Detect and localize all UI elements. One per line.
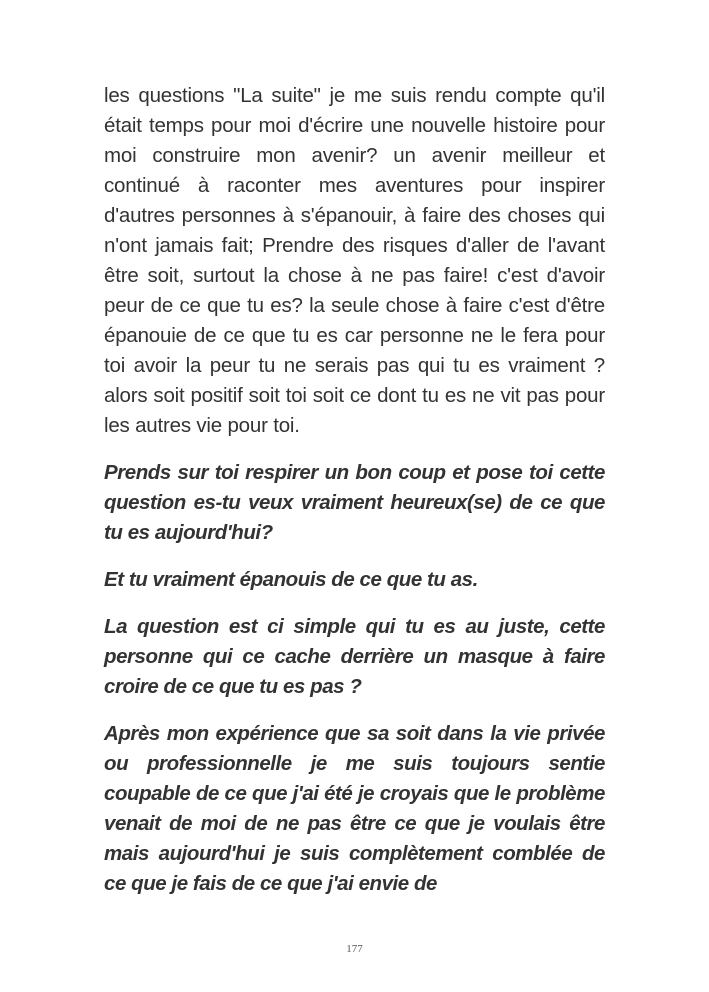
- paragraph-question-happiness: Prends sur toi respirer un bon coup et pose toi cette question es-tu veux vraiment heureux(se) de ce que tu es aujourd'hui?: [104, 461, 605, 544]
- page-number: 177: [346, 943, 363, 955]
- paragraph-fulfillment: Et tu vraiment épanouis de ce que tu as.: [104, 568, 478, 591]
- paragraph-mask-question: La question est ci simple qui tu es au juste, cette personne qui ce cache derrière un masque à faire croire de ce que tu es pas ?: [104, 615, 605, 698]
- paragraph-experience: Après mon expérience que sa soit dans la vie privée ou professionnelle je me suis toujours sentie coupable de ce que j'ai été je croyais que le problème venait de moi de ne pas être ce que je voulais être mais aujourd'hui je suis complètement comblée de ce que je fais de ce que j'ai envie de: [104, 722, 605, 895]
- paragraph-intro: les questions "La suite" je me suis rendu compte qu'il était temps pour moi d'écrire une nouvelle histoire pour moi construire mon avenir? un avenir meilleur et continué à raconter mes aventures pour inspirer d'autres personnes à s'épanouir, à faire des choses qui n'ont jamais fait; Prendre des risques d'aller de l'avant être soit, surtout la chose à ne pas faire! c'est d'avoir peur de ce que tu es? la seule chose à faire c'est d'être épanouie de ce que tu es car personne ne le fera pour toi avoir la peur tu ne serais pas qui tu es vraiment ? alors soit positif soit toi soit ce dont tu es ne vit pas pour les autres vie pour toi.: [104, 84, 605, 437]
- body-text: [104, 81, 605, 916]
